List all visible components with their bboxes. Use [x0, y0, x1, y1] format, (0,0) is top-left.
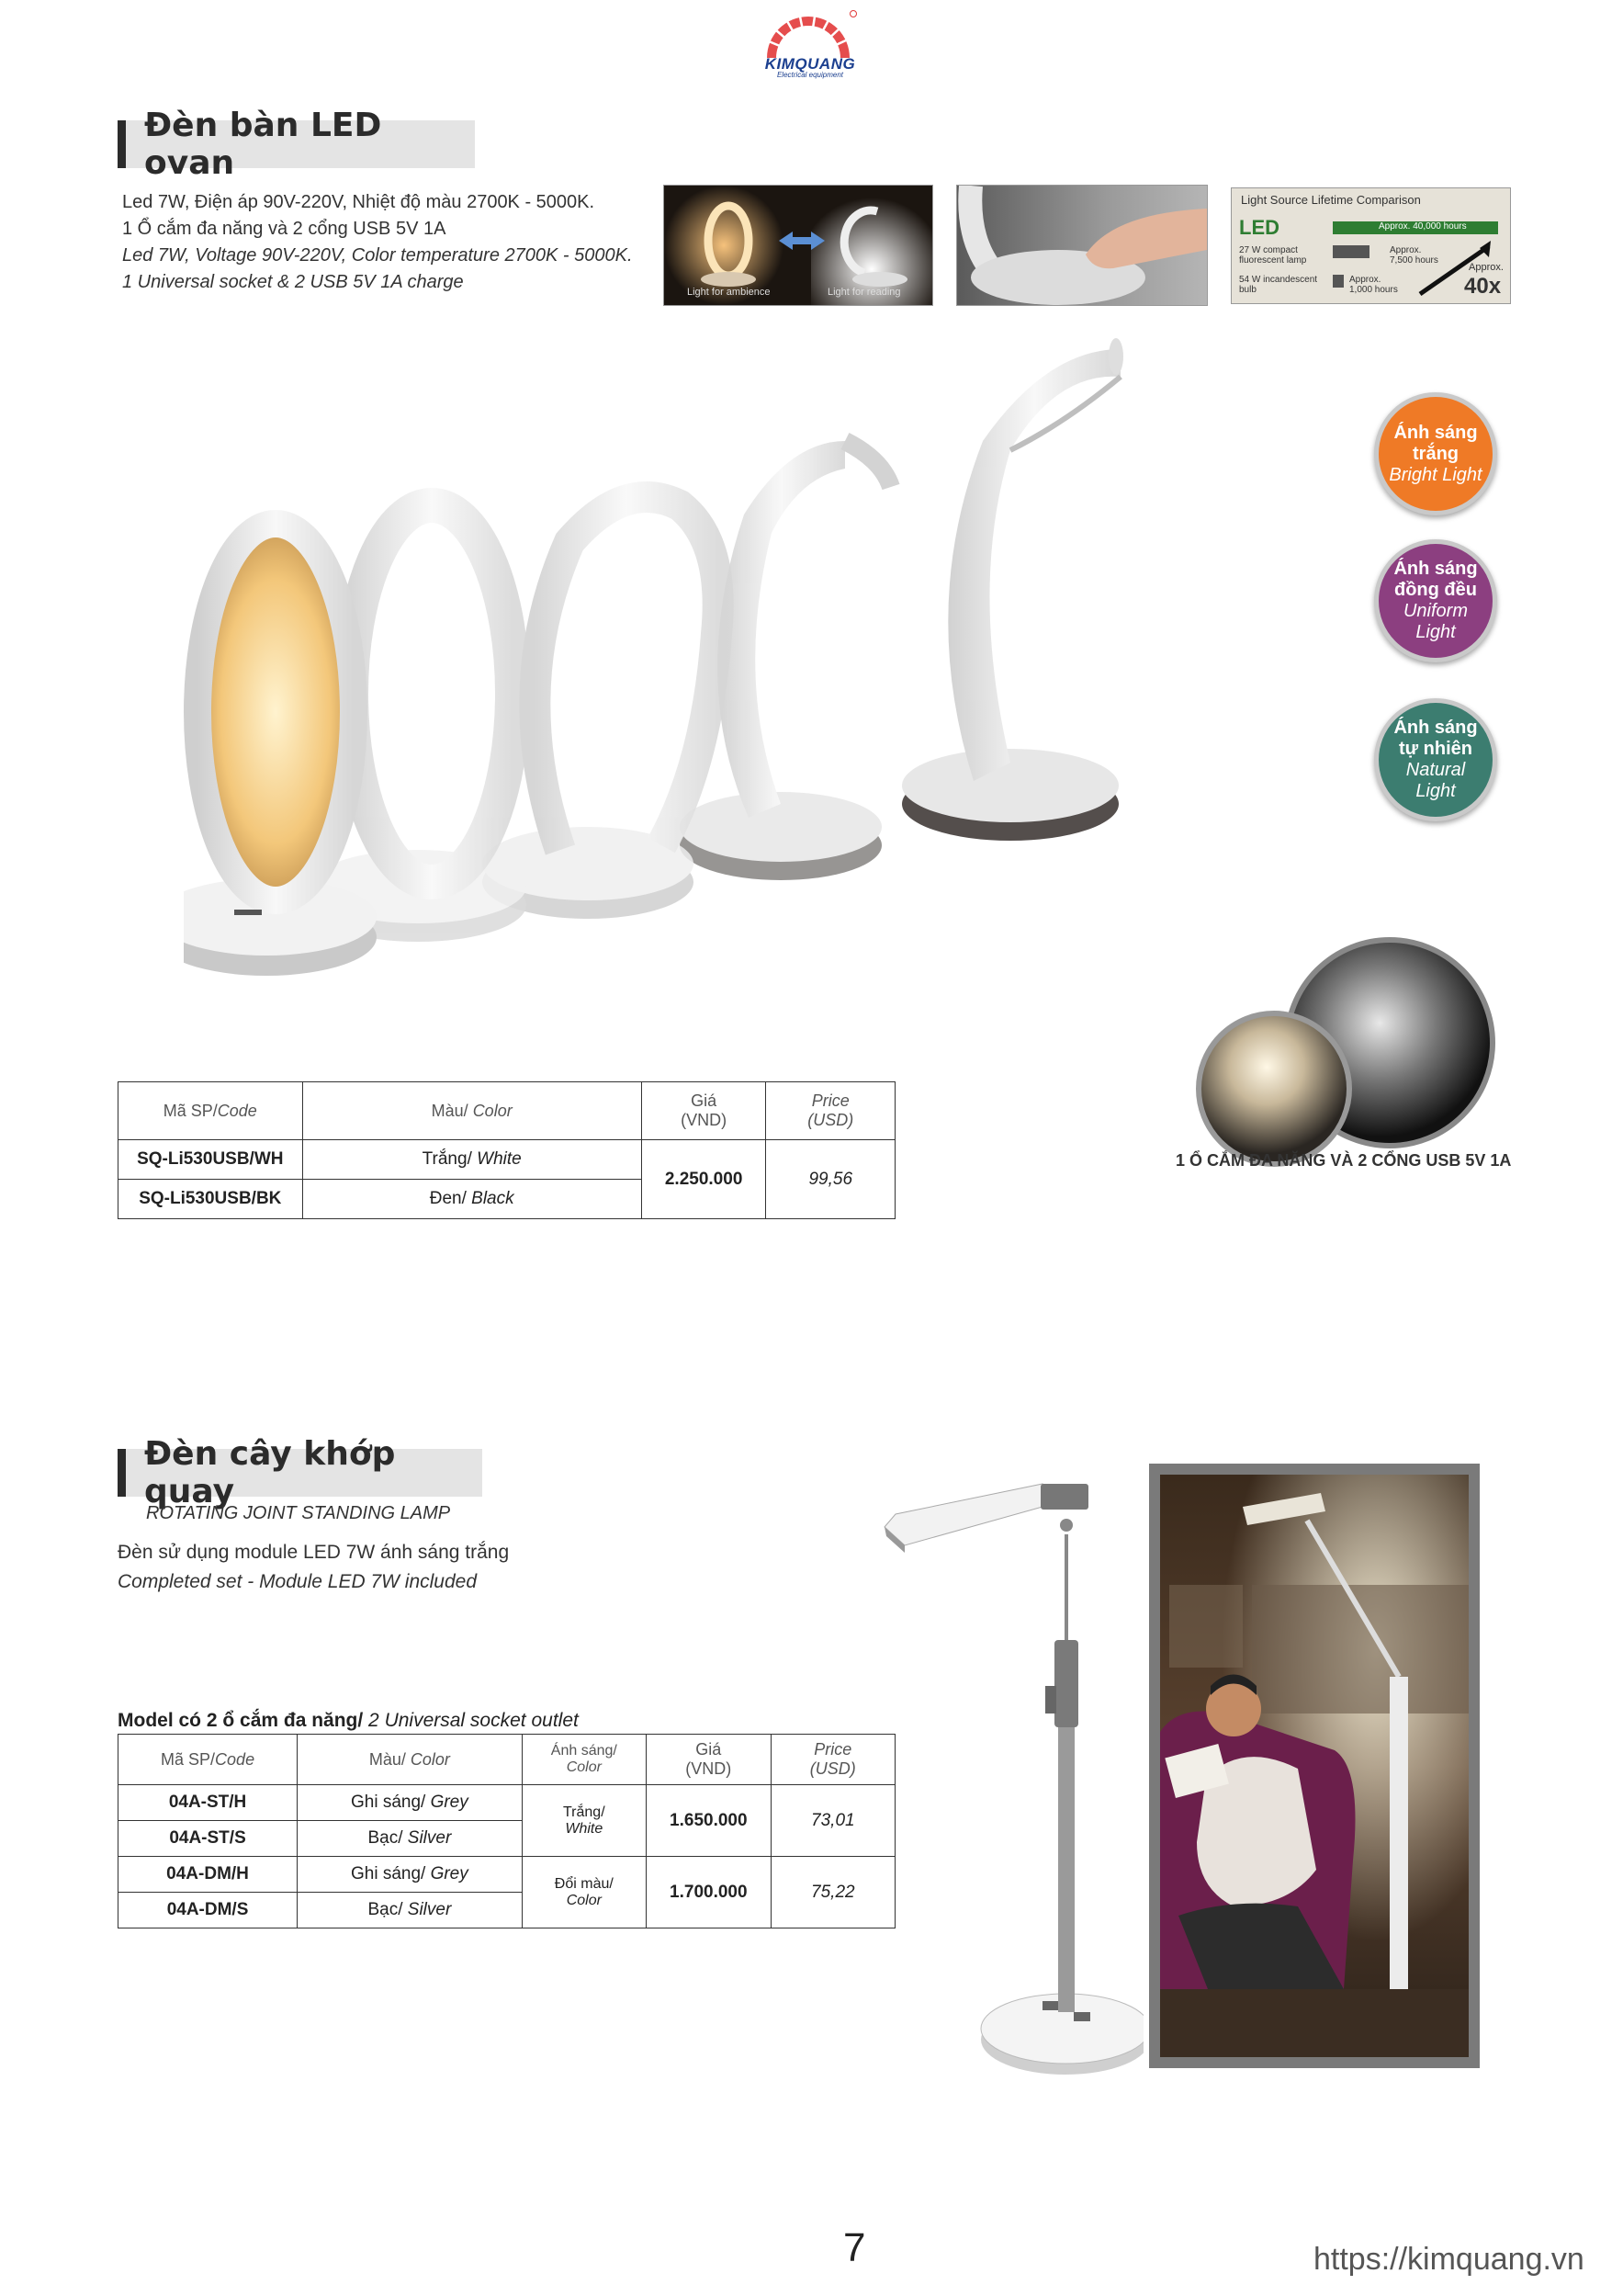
desc-line-3: Led 7W, Voltage 90V-220V, Color temperature 2700K - 5000K. — [122, 245, 633, 266]
touch-control-thumbnail — [956, 185, 1208, 306]
cell-light: Đổi màu/ Color — [522, 1857, 646, 1928]
standing-lamp-price-table — [118, 1734, 896, 1928]
badge-bright-en: Bright Light — [1389, 464, 1482, 485]
badge-uniform-en: Uniform Light — [1403, 601, 1468, 642]
cell-color: Bạc/ Silver — [298, 1821, 523, 1857]
model-label: Model có 2 ổ cắm đa năng/ 2 Universal socket outlet — [118, 1710, 579, 1731]
oval-lamp-sequence-image — [184, 331, 1332, 1029]
multiplier-value: 40x — [1464, 274, 1502, 299]
cell-code: 04A-ST/H — [118, 1785, 298, 1821]
bright-light-badge — [1374, 392, 1497, 515]
bulb-value: Approx. 1,000 hours — [1349, 275, 1398, 295]
cell-color: Ghi sáng/ Grey — [298, 1857, 523, 1893]
cell-price-usd: 75,22 — [771, 1857, 895, 1928]
cell-color: Đen/ Black — [302, 1180, 641, 1219]
header-code: Mã SP/Code — [118, 1735, 298, 1785]
section2-desc-vi: Đèn sử dụng module LED 7W ánh sáng trắng — [118, 1542, 510, 1563]
cell-code: SQ-Li530USB/WH — [118, 1140, 303, 1180]
section2-title: Đèn cây khớp quay — [144, 1435, 396, 1510]
cell-light: Trắng/ White — [522, 1785, 646, 1857]
oval-lamp-price-table — [118, 1081, 896, 1219]
cell-price-usd: 73,01 — [771, 1785, 895, 1857]
cell-color: Trắng/ White — [302, 1140, 641, 1180]
brand-name: KIMQUANG — [764, 55, 856, 73]
section1-title: Đèn bàn LED ovan — [144, 107, 382, 182]
table-header-row — [118, 1735, 896, 1785]
man-reading-photo — [1160, 1475, 1469, 2057]
table-row — [118, 1857, 896, 1893]
table-header-row — [118, 1082, 896, 1140]
header-price-usd: Price (USD) — [771, 1735, 895, 1785]
cell-code: 04A-DM/H — [118, 1857, 298, 1893]
website-url: https://kimquang.vn — [1313, 2242, 1584, 2277]
cell-code: SQ-Li530USB/BK — [118, 1180, 303, 1219]
page-number: 7 — [843, 2225, 866, 2270]
desc-line-4: 1 Universal socket & 2 USB 5V 1A charge — [122, 272, 464, 292]
desc-line-2: 1 Ổ cắm đa năng và 2 cổng USB 5V 1A — [122, 219, 446, 239]
table-row — [118, 1785, 896, 1821]
bulb-label: 54 W incandescent bulb — [1239, 275, 1318, 295]
cfl-label: 27 W compact fluorescent lamp — [1239, 245, 1307, 266]
section2-subtitle: ROTATING JOINT STANDING LAMP — [146, 1503, 451, 1523]
lifestyle-photo-frame — [1149, 1464, 1480, 2068]
badge-uniform-vi: Ánh sáng đồng đều — [1393, 559, 1478, 600]
reading-caption: Light for reading — [828, 287, 901, 298]
section1-description — [122, 189, 655, 296]
led-label: LED — [1239, 216, 1279, 239]
ambience-caption: Light for ambience — [687, 287, 771, 298]
cfl-value: Approx. 7,500 hours — [1390, 245, 1438, 266]
cell-price-usd: 99,56 — [766, 1140, 896, 1219]
ambience-reading-thumbnail — [663, 185, 933, 306]
standing-lamp-product-image — [877, 1470, 1144, 2076]
section2-desc-en: Completed set - Module LED 7W included — [118, 1571, 478, 1592]
cell-price-vnd: 1.700.000 — [646, 1857, 771, 1928]
comparison-title: Light Source Lifetime Comparison — [1241, 193, 1421, 207]
header-price-vnd: Giá (VND) — [641, 1082, 766, 1140]
badge-bright-vi: Ánh sáng trắng — [1393, 422, 1478, 464]
header-code: Mã SP/Code — [118, 1082, 303, 1140]
cell-price-vnd: 2.250.000 — [641, 1140, 766, 1219]
socket-detail-small-image — [1196, 1011, 1352, 1167]
multiplier-label: Approx. — [1469, 262, 1504, 273]
header-color: Màu/ Color — [298, 1735, 523, 1785]
header-light: Ánh sáng/ Color — [522, 1735, 646, 1785]
cell-color: Bạc/ Silver — [298, 1893, 523, 1928]
led-value: Approx. 40,000 hours — [1379, 221, 1467, 232]
lifetime-comparison-thumbnail — [1231, 187, 1511, 304]
badge-natural-en: Natural Light — [1405, 760, 1466, 801]
cfl-bar — [1333, 245, 1369, 258]
cell-price-vnd: 1.650.000 — [646, 1785, 771, 1857]
header-color: Màu/ Color — [302, 1082, 641, 1140]
uniform-light-badge — [1374, 539, 1497, 662]
section2-heading — [118, 1435, 482, 1510]
desc-line-1: Led 7W, Điện áp 90V-220V, Nhiệt độ màu 2700K - 5000K. — [122, 192, 595, 212]
cell-color: Ghi sáng/ Grey — [298, 1785, 523, 1821]
header-price-usd: Price (USD) — [766, 1082, 896, 1140]
badge-natural-vi: Ánh sáng tự nhiên — [1393, 718, 1478, 759]
table-row — [118, 1140, 896, 1180]
natural-light-badge — [1374, 698, 1497, 821]
socket-caption: 1 Ổ CẮM ĐA NĂNG VÀ 2 CỔNG USB 5V 1A — [1176, 1151, 1512, 1170]
section1-heading — [118, 107, 475, 182]
bulb-bar — [1333, 275, 1344, 288]
cell-code: 04A-DM/S — [118, 1893, 298, 1928]
cell-code: 04A-ST/S — [118, 1821, 298, 1857]
brand-tagline: Electrical equipment — [776, 71, 844, 79]
header-price-vnd: Giá (VND) — [646, 1735, 771, 1785]
